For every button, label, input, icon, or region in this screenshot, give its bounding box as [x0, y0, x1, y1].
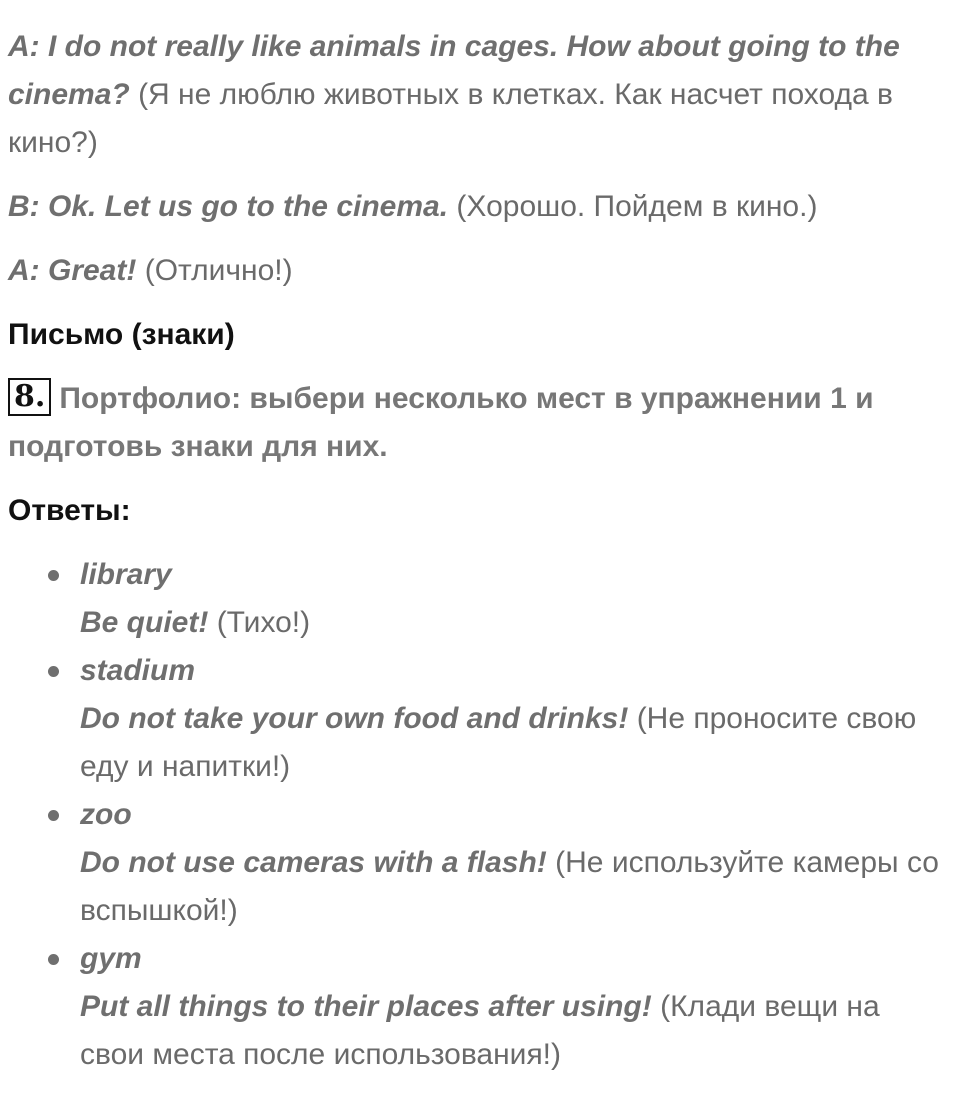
answer-sign: Put all things to their places after using!: [80, 990, 652, 1023]
dialog-line-3: [8, 247, 952, 295]
bullet-icon: [48, 666, 59, 677]
dialog-english: B: Ok. Let us go to the cinema.: [8, 190, 449, 223]
answer-sign-line: [80, 839, 952, 935]
answer-place: stadium: [80, 654, 196, 687]
answers-list: [8, 551, 952, 1079]
section-heading: Письмо (знаки): [8, 318, 235, 351]
answer-translation: (Не используйте камеры со вспышкой!): [80, 846, 939, 927]
task-text: Портфолио: выбери несколько мест в упражнении 1 и подготовь знаки для них.: [8, 382, 874, 463]
dialog-line-2: [8, 183, 952, 231]
dialog-translation: (Я не люблю животных в клетках. Как насчет похода в кино?): [8, 78, 893, 159]
dialog-translation: (Отлично!): [144, 254, 293, 287]
list-item: [8, 647, 952, 791]
answer-place: zoo: [80, 798, 132, 831]
dialog-line-1: [8, 23, 952, 167]
list-item: [8, 791, 952, 935]
answer-translation: (Не проносите свою еду и напитки!): [80, 702, 917, 783]
answer-translation: (Клади вещи на свои места после использования!): [80, 990, 880, 1071]
document-page: [8, 23, 952, 1079]
dialog-english: A: Great!: [8, 254, 137, 287]
dialog-english: A: I do not really like animals in cages. How about going to the cinema?: [8, 30, 900, 111]
list-item: [8, 935, 952, 1079]
answer-sign: Be quiet!: [80, 606, 209, 639]
answer-sign-line: [80, 599, 952, 647]
answer-place: library: [80, 558, 172, 591]
answer-sign: Do not use cameras with a flash!: [80, 846, 547, 879]
bullet-icon: [48, 954, 59, 965]
task-number-badge: 8.: [8, 378, 51, 416]
bullet-icon: [48, 810, 59, 821]
answer-place: gym: [80, 942, 142, 975]
task-statement: [8, 375, 952, 471]
list-item: [8, 551, 952, 647]
answers-title: Ответы:: [8, 494, 131, 527]
answer-sign-line: [80, 695, 952, 791]
bullet-icon: [48, 570, 59, 581]
answer-sign-line: [80, 983, 952, 1079]
dialog-translation: (Хорошо. Пойдем в кино.): [456, 190, 818, 223]
answer-translation: (Тихо!): [216, 606, 311, 639]
answer-sign: Do not take your own food and drinks!: [80, 702, 629, 735]
